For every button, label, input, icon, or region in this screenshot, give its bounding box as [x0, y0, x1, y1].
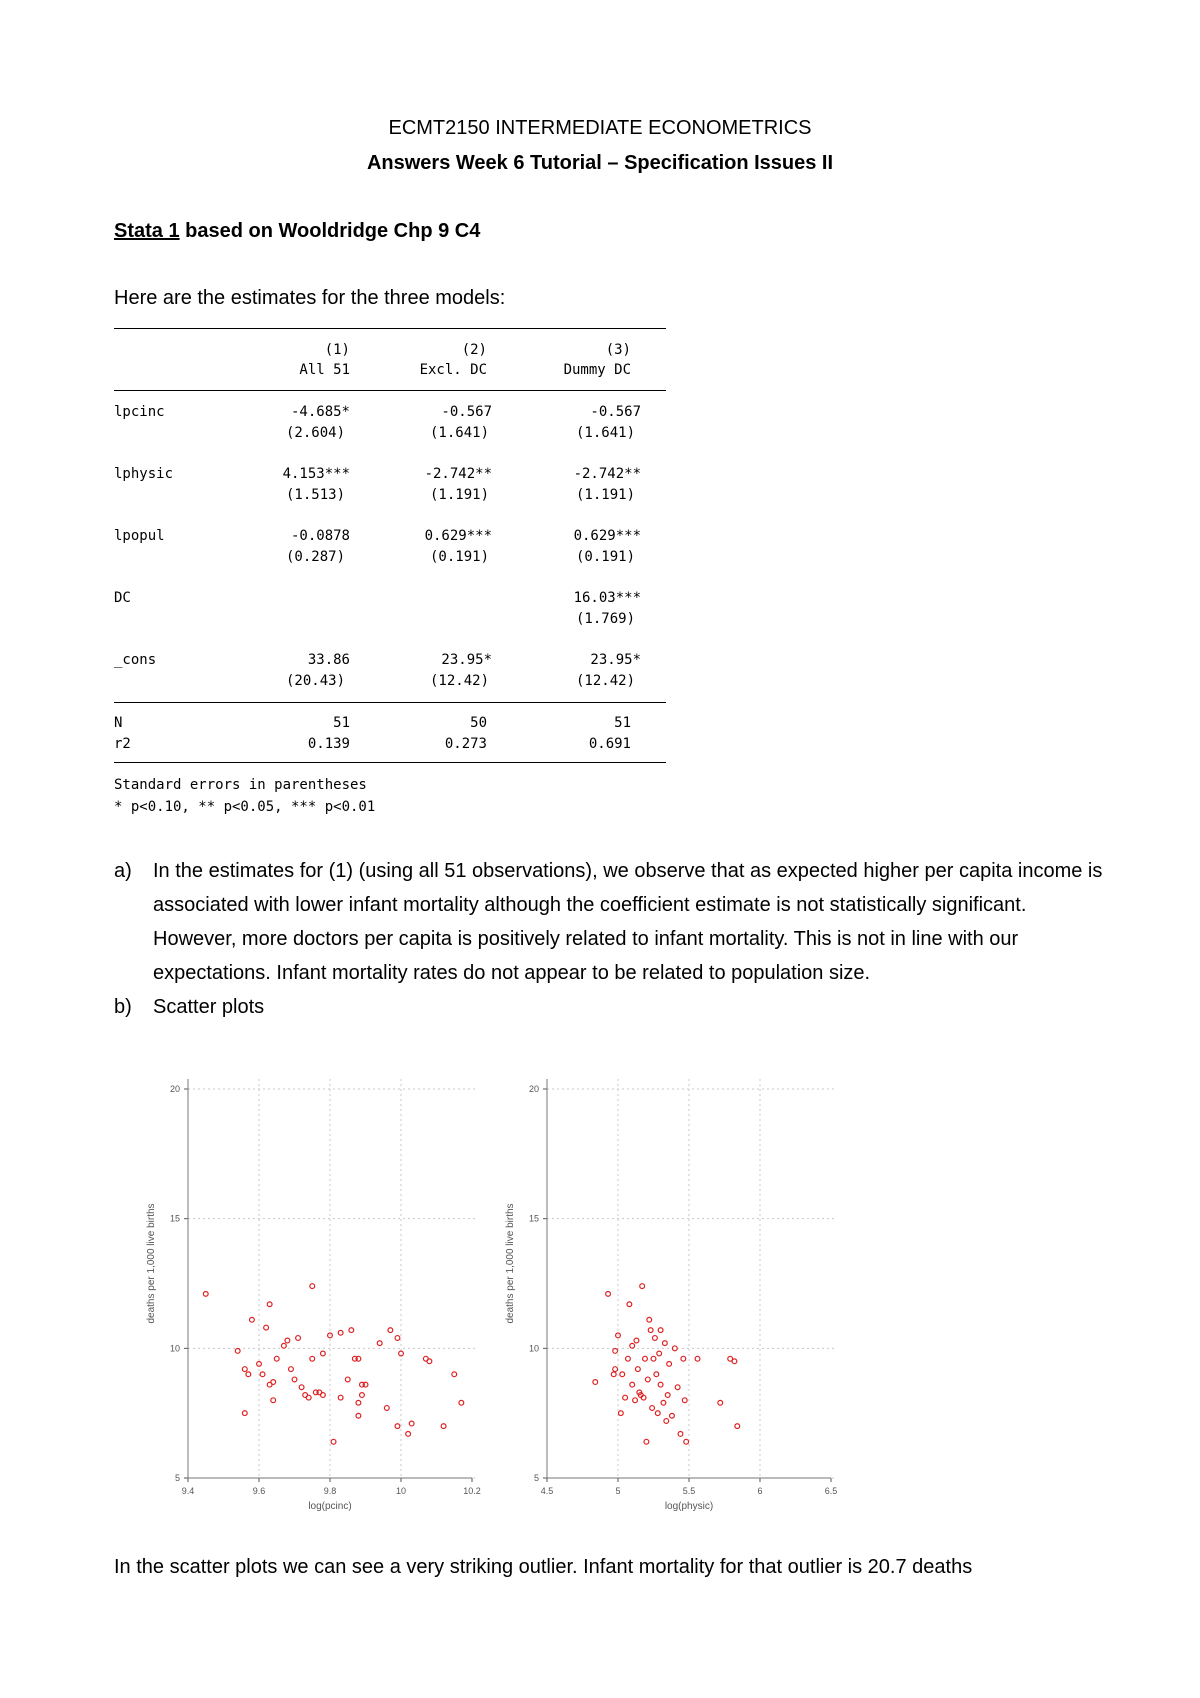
data-point	[650, 1406, 655, 1411]
data-point	[653, 1336, 658, 1341]
coefficient: 0.629***	[573, 528, 641, 544]
data-point	[651, 1356, 656, 1361]
coefficient: 33.86	[307, 652, 350, 668]
standard-error: (20.43)	[286, 673, 346, 689]
data-point	[296, 1336, 301, 1341]
standard-error: (0.287)	[286, 549, 346, 565]
y-tick-label: 20	[169, 1084, 180, 1094]
data-point	[356, 1413, 361, 1418]
y-tick-label: 10	[169, 1343, 180, 1354]
data-point	[271, 1380, 276, 1385]
y-tick-label: 10	[528, 1343, 539, 1354]
data-point	[203, 1291, 208, 1296]
data-point	[242, 1367, 247, 1372]
coefficient: 0.629***	[424, 528, 492, 544]
coefficient: -0.0878	[290, 528, 350, 544]
answer-marker: b)	[114, 996, 132, 1018]
table-notes	[114, 774, 375, 818]
data-point	[267, 1302, 272, 1307]
data-point	[662, 1341, 667, 1346]
x-axis-label: log(physic)	[664, 1501, 714, 1512]
data-point	[613, 1349, 618, 1354]
standard-error: (0.191)	[576, 549, 636, 565]
answer-text: In the estimates for (1) (using all 51 observations), we observe that as expected higher per capita income is associated with lower infant mortality although the coefficient estimate is not statistically significant. However, more doctors per capita is positively related to infant mortality. This is not in line with our expectations. Infant mortality rates do not appear to be related to population size.	[153, 860, 1103, 984]
stat-label: N	[114, 715, 123, 731]
data-point	[356, 1400, 361, 1405]
answer-a	[114, 854, 1104, 990]
coefficient: 23.95*	[590, 652, 641, 668]
data-point	[306, 1395, 311, 1400]
data-point	[675, 1385, 680, 1390]
data-point	[634, 1338, 639, 1343]
data-point	[427, 1359, 432, 1364]
answer-marker: a)	[114, 860, 132, 882]
data-point	[664, 1419, 669, 1424]
answer-text: Scatter plots	[153, 996, 265, 1018]
data-point	[338, 1395, 343, 1400]
data-point	[388, 1328, 393, 1333]
data-point	[682, 1398, 687, 1403]
section-heading	[114, 220, 480, 243]
data-point	[667, 1361, 672, 1366]
variable-name: DC	[114, 590, 131, 606]
data-point	[299, 1385, 304, 1390]
standard-error: (2.604)	[286, 425, 346, 441]
data-point	[643, 1356, 648, 1361]
data-point	[321, 1351, 326, 1356]
x-axis-label: log(pcinc)	[308, 1501, 352, 1512]
y-tick-label: 15	[169, 1213, 180, 1224]
data-point	[658, 1382, 663, 1387]
table-stats-rule	[114, 702, 666, 703]
column-name: All 51	[299, 362, 350, 378]
intro-text: Here are the estimates for the three models:	[114, 287, 506, 309]
standard-error: (12.42)	[576, 673, 636, 689]
coefficient: -4.685*	[290, 404, 350, 420]
data-point	[655, 1411, 660, 1416]
data-point	[406, 1432, 411, 1437]
significance-note: * p<0.10, ** p<0.05, *** p<0.01	[114, 799, 376, 815]
table-top-rule	[114, 328, 666, 329]
data-point	[395, 1424, 400, 1429]
data-point	[627, 1302, 632, 1307]
standard-error: (1.191)	[576, 487, 636, 503]
data-point	[644, 1439, 649, 1444]
x-tick-label: 9.4	[181, 1486, 195, 1496]
stat-value: 0.139	[307, 736, 350, 752]
x-tick-label: 9.8	[323, 1486, 337, 1496]
data-point	[732, 1359, 737, 1364]
standard-error: (1.513)	[286, 487, 346, 503]
data-point	[665, 1393, 670, 1398]
data-point	[657, 1351, 662, 1356]
data-point	[606, 1291, 611, 1296]
data-point	[618, 1411, 623, 1416]
column-name: Excl. DC	[419, 362, 487, 378]
data-point	[246, 1372, 251, 1377]
x-tick-label: 5.5	[682, 1486, 696, 1496]
stat-value: 0.691	[588, 736, 631, 752]
y-tick-label: 5	[533, 1473, 539, 1483]
data-point	[626, 1356, 631, 1361]
answers-list	[114, 854, 1104, 1024]
standard-error: (0.191)	[430, 549, 490, 565]
coefficient: -0.567	[441, 404, 492, 420]
data-point	[281, 1343, 286, 1348]
data-point	[321, 1393, 326, 1398]
standard-error: (12.42)	[430, 673, 490, 689]
coefficient: -2.742**	[573, 466, 641, 482]
y-tick-label: 5	[174, 1473, 180, 1483]
data-point	[640, 1284, 645, 1289]
coefficient: 23.95*	[441, 652, 492, 668]
data-point	[360, 1393, 365, 1398]
stata-label: Stata 1	[114, 220, 180, 242]
data-point	[633, 1398, 638, 1403]
data-point	[310, 1356, 315, 1361]
column-number: (1)	[324, 342, 350, 358]
coefficient: -2.742**	[424, 466, 492, 482]
data-point	[285, 1338, 290, 1343]
data-point	[647, 1317, 652, 1322]
data-point	[735, 1424, 740, 1429]
stat-value: 50	[470, 715, 487, 731]
data-point	[235, 1349, 240, 1354]
coefficient: -0.567	[590, 404, 641, 420]
scatter-plot-physic	[499, 1075, 844, 1520]
variable-name: lpcinc	[114, 404, 165, 420]
data-point	[395, 1336, 400, 1341]
x-tick-label: 10	[395, 1486, 407, 1496]
data-point	[645, 1377, 650, 1382]
data-point	[593, 1380, 598, 1385]
data-point	[452, 1372, 457, 1377]
standard-error: (1.191)	[430, 487, 490, 503]
data-point	[242, 1411, 247, 1416]
data-point	[654, 1372, 659, 1377]
data-point	[271, 1398, 276, 1403]
data-point	[459, 1400, 464, 1405]
y-axis-label: deaths per 1,000 live births	[146, 1203, 157, 1324]
data-point	[260, 1372, 265, 1377]
data-point	[338, 1330, 343, 1335]
data-point	[658, 1328, 663, 1333]
y-axis-label: deaths per 1,000 live births	[505, 1203, 516, 1324]
data-point	[670, 1413, 675, 1418]
data-point	[681, 1356, 686, 1361]
course-title: ECMT2150 INTERMEDIATE ECONOMETRICS	[388, 117, 812, 139]
stat-label: r2	[114, 736, 131, 752]
data-point	[630, 1382, 635, 1387]
stat-value: 0.273	[444, 736, 487, 752]
data-point	[441, 1424, 446, 1429]
x-tick-label: 5	[615, 1486, 621, 1496]
data-point	[292, 1377, 297, 1382]
standard-error: (1.641)	[430, 425, 490, 441]
data-point	[310, 1284, 315, 1289]
data-point	[648, 1328, 653, 1333]
data-point	[289, 1367, 294, 1372]
data-point	[377, 1341, 382, 1346]
x-tick-label: 6	[757, 1486, 763, 1496]
column-number: (2)	[461, 342, 487, 358]
data-point	[264, 1325, 269, 1330]
data-point	[661, 1400, 666, 1405]
data-point	[718, 1400, 723, 1405]
data-point	[384, 1406, 389, 1411]
data-point	[695, 1356, 700, 1361]
x-tick-label: 6.5	[824, 1486, 838, 1496]
data-point	[274, 1356, 279, 1361]
se-note: Standard errors in parentheses	[114, 777, 367, 793]
table-bottom-rule	[114, 762, 666, 763]
stata-source: based on Wooldridge Chp 9 C4	[179, 220, 481, 242]
data-point	[250, 1317, 255, 1322]
variable-name: lphysic	[114, 466, 174, 482]
coefficient: 4.153***	[282, 466, 350, 482]
data-point	[630, 1343, 635, 1348]
standard-error: (1.769)	[576, 611, 636, 627]
x-tick-label: 10.2	[463, 1486, 481, 1496]
stat-value: 51	[614, 715, 631, 731]
y-tick-label: 20	[528, 1084, 539, 1094]
column-number: (3)	[605, 342, 631, 358]
data-point	[635, 1367, 640, 1372]
standard-error: (1.641)	[576, 425, 636, 441]
data-point	[345, 1377, 350, 1382]
data-point	[678, 1432, 683, 1437]
variable-name: _cons	[114, 652, 157, 668]
table-header-rule	[114, 390, 666, 391]
y-tick-label: 15	[528, 1213, 539, 1224]
data-point	[349, 1328, 354, 1333]
page-subtitle: Answers Week 6 Tutorial – Specification Issues II	[366, 152, 834, 174]
scatter-plot-pcinc	[140, 1075, 485, 1520]
variable-name: lpopul	[114, 528, 165, 544]
data-point	[623, 1395, 628, 1400]
x-tick-label: 4.5	[540, 1486, 554, 1496]
data-point	[613, 1367, 618, 1372]
column-name: Dummy DC	[563, 362, 631, 378]
data-point	[620, 1372, 625, 1377]
stat-value: 51	[333, 715, 350, 731]
data-point	[684, 1439, 689, 1444]
data-point	[611, 1372, 616, 1377]
closing-paragraph: In the scatter plots we can see a very striking outlier. Infant mortality for that outlier is 20.7 deaths	[114, 1556, 973, 1578]
coefficient: 16.03***	[573, 590, 641, 606]
data-point	[331, 1439, 336, 1444]
data-point	[409, 1421, 414, 1426]
answer-b	[114, 990, 1104, 1024]
x-tick-label: 9.6	[252, 1486, 266, 1496]
